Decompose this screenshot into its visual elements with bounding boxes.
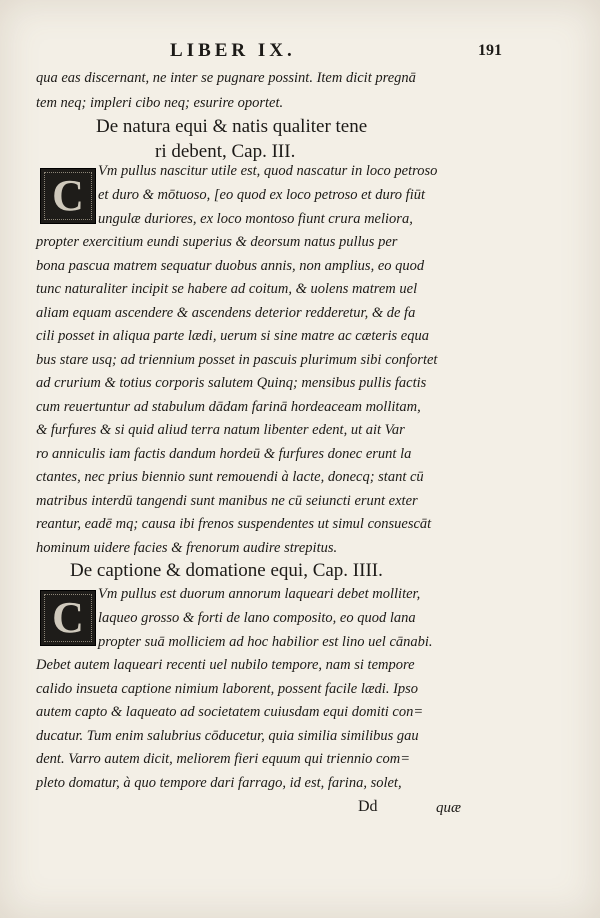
text-line: et duro & mōtuoso, [eo quod ex loco petroso et duro fiūt bbox=[98, 187, 426, 203]
running-title: LIBER IX. bbox=[170, 40, 296, 61]
text-line: ctantes, nec prius biennio sunt remouendi à lacte, donecq; stant cū bbox=[36, 469, 424, 485]
text-line: tunc naturaliter incipit se habere ad coitum, & uolens matrem uel bbox=[36, 281, 418, 297]
text-line: Vm pullus est duorum annorum laqueari debet molliter, bbox=[98, 586, 421, 602]
text-line: & furfures & si quid aliud terra natum libenter edent, ut ait Var bbox=[36, 422, 405, 438]
chapter-heading: De natura equi & natis qualiter tene bbox=[96, 116, 368, 137]
initial-letter: C bbox=[52, 171, 84, 220]
text-line: reantur, eadē mq; causa ibi frenos suspendentes ut simul consuescāt bbox=[36, 516, 432, 532]
text-line: bus stare usq; ad triennium posset in pascuis plurimum sibi confortet bbox=[36, 352, 438, 368]
catchword: quæ bbox=[436, 800, 462, 816]
decorated-initial bbox=[40, 590, 96, 646]
text-line: pleto domatur, à quo tempore dari farrago, id est, farina, solet, bbox=[36, 775, 402, 791]
text-line: ro anniculis iam factis dandum hordeū & furfures donec erunt la bbox=[36, 446, 412, 462]
text-line: dent. Varro autem dicit, meliorem fieri equum qui triennio com= bbox=[36, 751, 410, 767]
text-line: propter suā molliciem ad hoc habilior est lino uel cānabi. bbox=[98, 634, 433, 650]
text-line: cum reuertuntur ad stabulum dādam farinā hordeaceam mollitam, bbox=[36, 399, 421, 415]
text-line: hominum uidere facies & frenorum audire strepitus. bbox=[36, 540, 338, 556]
text-line: calido insueta captione nimium laborent, possent facile lædi. Ipso bbox=[36, 681, 419, 697]
text-line: bona pascua matrem sequatur duobus annis, non amplius, eo quod bbox=[36, 258, 425, 274]
text-line: propter exercitium eundi superius & deorsum natus pullus per bbox=[36, 234, 398, 250]
text-line: laqueo grosso & forti de lano composito, eo quod lana bbox=[98, 610, 416, 626]
signature-mark: Dd bbox=[358, 798, 378, 815]
decorated-initial bbox=[40, 168, 96, 224]
text-line: qua eas discernant, ne inter se pugnare possint. Item dicit pregnā bbox=[36, 70, 416, 86]
folio-number: 191 bbox=[478, 42, 502, 59]
initial-letter: C bbox=[52, 593, 84, 642]
text-line: autem capto & laqueato ad societatem cuiusdam equi domiti con= bbox=[36, 704, 424, 720]
text-line: cili posset in aliqua parte lædi, uerum si sine matre ac cæteris equa bbox=[36, 328, 429, 344]
chapter-heading: ri debent, Cap. III. bbox=[155, 141, 296, 162]
chapter-heading: De captione & domatione equi, Cap. IIII. bbox=[70, 560, 383, 581]
text-line: ungulæ duriores, ex loco montoso fiunt crura meliora, bbox=[98, 211, 413, 227]
text-line: ducatur. Tum enim salubrius cōducetur, quia similia similibus gau bbox=[36, 728, 419, 744]
text-line: aliam equam ascendere & ascendens deterior redderetur, & de fa bbox=[36, 305, 416, 321]
running-header bbox=[0, 40, 600, 64]
text-line: tem neq; impleri cibo neq; esurire oportet. bbox=[36, 95, 284, 111]
text-line: Debet autem laqueari recenti uel nubilo tempore, nam si tempore bbox=[36, 657, 415, 673]
text-line: matribus interdū tangendi sunt manibus ne cū seiuncti erunt exter bbox=[36, 493, 418, 509]
text-line: Vm pullus nascitur utile est, quod nascatur in loco petroso bbox=[98, 163, 438, 179]
text-line: ad crurium & totius corporis salutem Quinq; mensibus pullis factis bbox=[36, 375, 427, 391]
